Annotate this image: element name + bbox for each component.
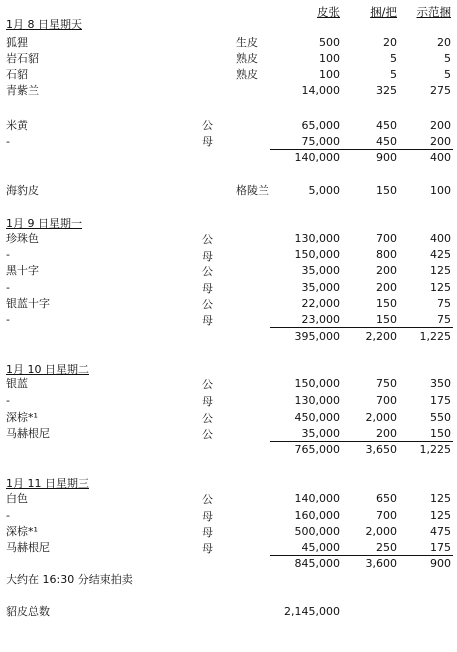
row-type: 熟皮	[236, 68, 258, 81]
row-display: 100	[430, 184, 451, 197]
row-name: 狐狸	[6, 36, 28, 49]
total-bundles: 3,600	[365, 557, 397, 570]
total-bundles: 2,200	[365, 330, 397, 343]
total-pelts: 765,000	[294, 443, 340, 456]
total-divider	[270, 555, 453, 556]
row-display: 75	[437, 297, 451, 310]
column-header-pelts: 皮张	[317, 5, 340, 19]
row-name: 黑十字	[6, 264, 39, 277]
row-type: 母	[202, 510, 213, 523]
row-bundles: 325	[376, 84, 397, 97]
row-bundles: 700	[376, 509, 397, 522]
row-bundles: 200	[376, 427, 397, 440]
row-pelts: 140,000	[294, 492, 340, 505]
row-type: 母	[202, 542, 213, 555]
section-date: 1月 10 日星期二	[6, 363, 89, 376]
total-display: 400	[430, 151, 451, 164]
row-pelts: 22,000	[301, 297, 340, 310]
row-type: 母	[202, 314, 213, 327]
row-display: 75	[437, 313, 451, 326]
row-pelts: 35,000	[301, 427, 340, 440]
row-type: 母	[202, 135, 213, 148]
row-display: 5	[444, 68, 451, 81]
row-name: 海豹皮	[6, 184, 39, 197]
row-pelts: 450,000	[294, 411, 340, 424]
row-display: 125	[430, 509, 451, 522]
row-display: 200	[430, 135, 451, 148]
row-pelts: 35,000	[301, 281, 340, 294]
section-date: 1月 9 日星期一	[6, 217, 82, 230]
row-bundles: 20	[383, 36, 397, 49]
row-pelts: 14,000	[301, 84, 340, 97]
total-divider	[270, 441, 453, 442]
row-type: 公	[202, 233, 213, 246]
row-pelts: 130,000	[294, 394, 340, 407]
row-pelts: 100	[319, 68, 340, 81]
row-type: 格陵兰	[236, 184, 269, 197]
row-bundles: 800	[376, 248, 397, 261]
row-name: 银蓝	[6, 377, 28, 390]
row-type: 公	[202, 265, 213, 278]
row-pelts: 150,000	[294, 377, 340, 390]
row-name: 马赫根尼	[6, 427, 50, 440]
total-pelts: 395,000	[294, 330, 340, 343]
row-display: 125	[430, 281, 451, 294]
row-bundles: 150	[376, 184, 397, 197]
row-name: 银蓝十字	[6, 297, 50, 310]
row-pelts: 75,000	[301, 135, 340, 148]
section-date: 1月 11 日星期三	[6, 477, 89, 490]
row-bundles: 450	[376, 119, 397, 132]
row-name: 珍珠色	[6, 232, 39, 245]
row-pelts: 160,000	[294, 509, 340, 522]
row-display: 20	[437, 36, 451, 49]
row-bundles: 5	[390, 52, 397, 65]
row-bundles: 700	[376, 394, 397, 407]
column-header-display: 示范捆	[416, 5, 451, 19]
row-name: -	[6, 135, 10, 148]
row-name: -	[6, 281, 10, 294]
row-display: 150	[430, 427, 451, 440]
row-name: -	[6, 394, 10, 407]
row-display: 400	[430, 232, 451, 245]
row-display: 175	[430, 394, 451, 407]
row-bundles: 150	[376, 313, 397, 326]
total-display: 1,225	[419, 330, 451, 343]
row-name: 深棕*¹	[6, 525, 38, 538]
row-bundles: 650	[376, 492, 397, 505]
row-bundles: 150	[376, 297, 397, 310]
grand-total-label: 貂皮总数	[6, 605, 50, 618]
row-bundles: 200	[376, 264, 397, 277]
row-pelts: 45,000	[301, 541, 340, 554]
row-display: 125	[430, 264, 451, 277]
total-bundles: 3,650	[365, 443, 397, 456]
row-bundles: 2,000	[365, 411, 397, 424]
column-header-bundles: 捆/把	[370, 5, 397, 19]
row-bundles: 250	[376, 541, 397, 554]
row-display: 475	[430, 525, 451, 538]
total-bundles: 900	[376, 151, 397, 164]
total-display: 1,225	[419, 443, 451, 456]
total-pelts: 845,000	[294, 557, 340, 570]
row-pelts: 500,000	[294, 525, 340, 538]
row-type: 公	[202, 412, 213, 425]
row-display: 5	[444, 52, 451, 65]
row-name: 马赫根尼	[6, 541, 50, 554]
grand-total-pelts: 2,145,000	[284, 605, 340, 618]
row-pelts: 150,000	[294, 248, 340, 261]
row-type: 公	[202, 298, 213, 311]
row-name: 白色	[6, 492, 28, 505]
row-type: 公	[202, 119, 213, 132]
row-bundles: 2,000	[365, 525, 397, 538]
row-name: 米黄	[6, 119, 28, 132]
total-display: 900	[430, 557, 451, 570]
row-type: 母	[202, 526, 213, 539]
row-name: -	[6, 509, 10, 522]
total-divider	[270, 149, 453, 150]
row-display: 550	[430, 411, 451, 424]
total-pelts: 140,000	[294, 151, 340, 164]
row-bundles: 450	[376, 135, 397, 148]
row-bundles: 200	[376, 281, 397, 294]
row-bundles: 750	[376, 377, 397, 390]
end-note: 大约在 16:30 分结束拍卖	[6, 573, 133, 586]
row-type: 母	[202, 250, 213, 263]
row-pelts: 100	[319, 52, 340, 65]
row-display: 125	[430, 492, 451, 505]
row-type: 公	[202, 378, 213, 391]
section-date: 1月 8 日星期天	[6, 18, 82, 31]
row-pelts: 500	[319, 36, 340, 49]
row-pelts: 23,000	[301, 313, 340, 326]
row-display: 200	[430, 119, 451, 132]
row-display: 175	[430, 541, 451, 554]
row-type: 公	[202, 493, 213, 506]
total-divider	[270, 327, 453, 328]
row-type: 公	[202, 428, 213, 441]
row-pelts: 5,000	[308, 184, 340, 197]
row-type: 生皮	[236, 36, 258, 49]
row-display: 425	[430, 248, 451, 261]
row-pelts: 130,000	[294, 232, 340, 245]
row-name: 深棕*¹	[6, 411, 38, 424]
row-type: 熟皮	[236, 52, 258, 65]
row-name: 石貂	[6, 68, 28, 81]
row-pelts: 35,000	[301, 264, 340, 277]
row-bundles: 5	[390, 68, 397, 81]
row-name: -	[6, 313, 10, 326]
row-type: 母	[202, 282, 213, 295]
row-display: 350	[430, 377, 451, 390]
row-bundles: 700	[376, 232, 397, 245]
row-pelts: 65,000	[301, 119, 340, 132]
row-name: 岩石貂	[6, 52, 39, 65]
row-type: 母	[202, 395, 213, 408]
row-name: -	[6, 248, 10, 261]
row-display: 275	[430, 84, 451, 97]
row-name: 青紫兰	[6, 84, 39, 97]
